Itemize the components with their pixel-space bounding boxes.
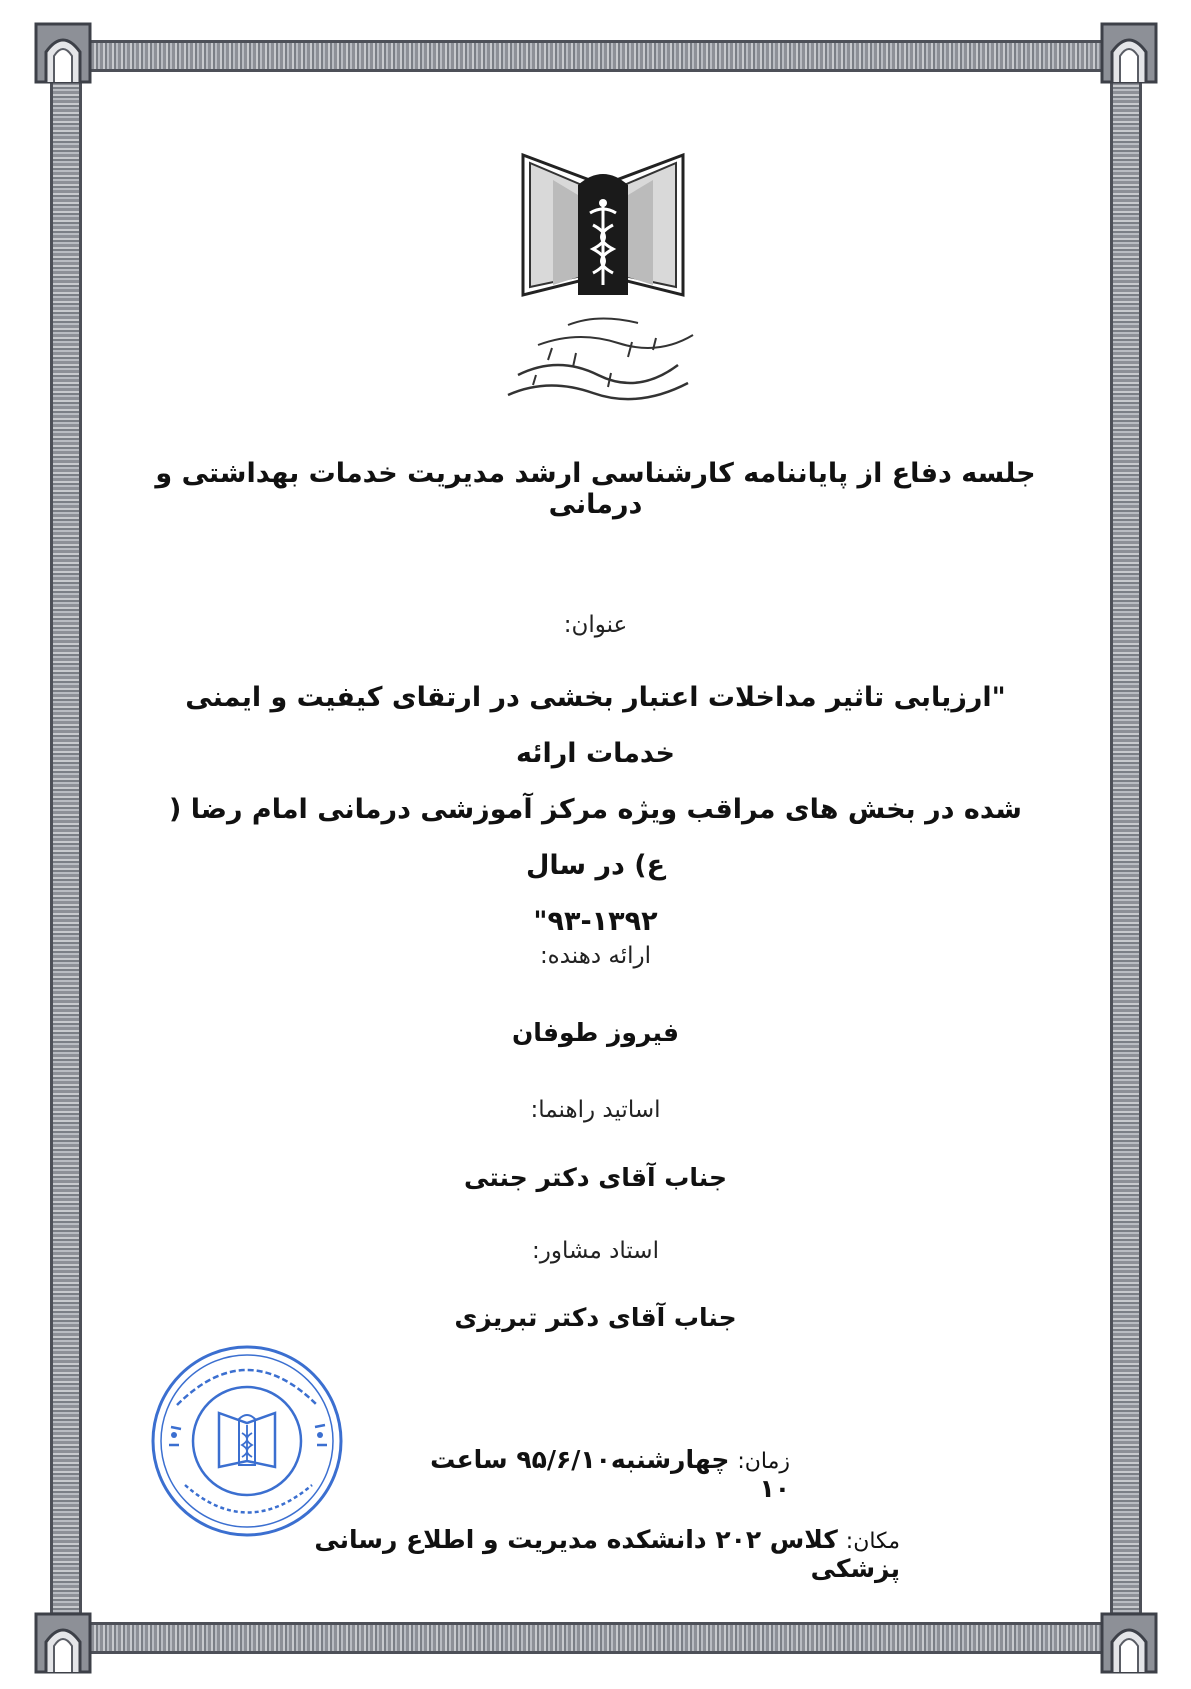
- frame-right-border: [1110, 60, 1142, 1652]
- page-title: جلسه دفاع از پایاننامه کارشناسی ارشد مدیریت خدمات بهداشتی و درمانی: [155, 458, 1036, 520]
- advisor-name: جناب آقای دکتر تبریزی: [454, 1303, 737, 1332]
- frame-corner-arch-icon: [34, 1612, 92, 1674]
- frame-top-border: [60, 40, 1131, 72]
- frame-bottom-border: [60, 1622, 1131, 1654]
- place-value: کلاس ۲۰۲ دانشکده مدیریت و اطلاع رسانی پزشکی: [314, 1525, 900, 1583]
- frame-corner-arch-icon: [1100, 22, 1158, 84]
- presenter-label: ارائه دهنده:: [539, 943, 652, 969]
- presenter-name: فیروز طوفان: [511, 1018, 680, 1047]
- time-row: [400, 1445, 790, 1503]
- university-logo: [478, 145, 728, 410]
- frame-corner-arch-icon: [34, 22, 92, 84]
- title-label: عنوان:: [563, 612, 628, 638]
- advisor-label: استاد مشاور:: [532, 1238, 659, 1264]
- place-label: مکان:: [845, 1529, 900, 1554]
- thesis-title: [150, 670, 1041, 950]
- frame-corner-arch-icon: [1100, 1612, 1158, 1674]
- time-label: زمان:: [737, 1449, 790, 1474]
- thesis-title-line: شده در بخش های مراقب ویژه مرکز آموزشی درمانی امام رضا ( ع) در سال: [169, 794, 1022, 881]
- time-value: چهارشنبه۹۵/۶/۱۰ ساعت ۱۰: [430, 1445, 790, 1503]
- supervisor-name: جناب آقای دکتر جنتی: [464, 1163, 727, 1192]
- frame-left-border: [50, 60, 82, 1652]
- place-row: [300, 1525, 900, 1583]
- thesis-title-line: ۹۳-۱۳۹۲": [533, 906, 658, 937]
- thesis-title-line: "ارزیابی تاثیر مداخلات اعتبار بخشی در ارتقای کیفیت و ایمنی خدمات ارائه: [185, 682, 1006, 769]
- official-stamp: [147, 1335, 347, 1547]
- supervisors-label: اساتید راهنما:: [530, 1097, 661, 1123]
